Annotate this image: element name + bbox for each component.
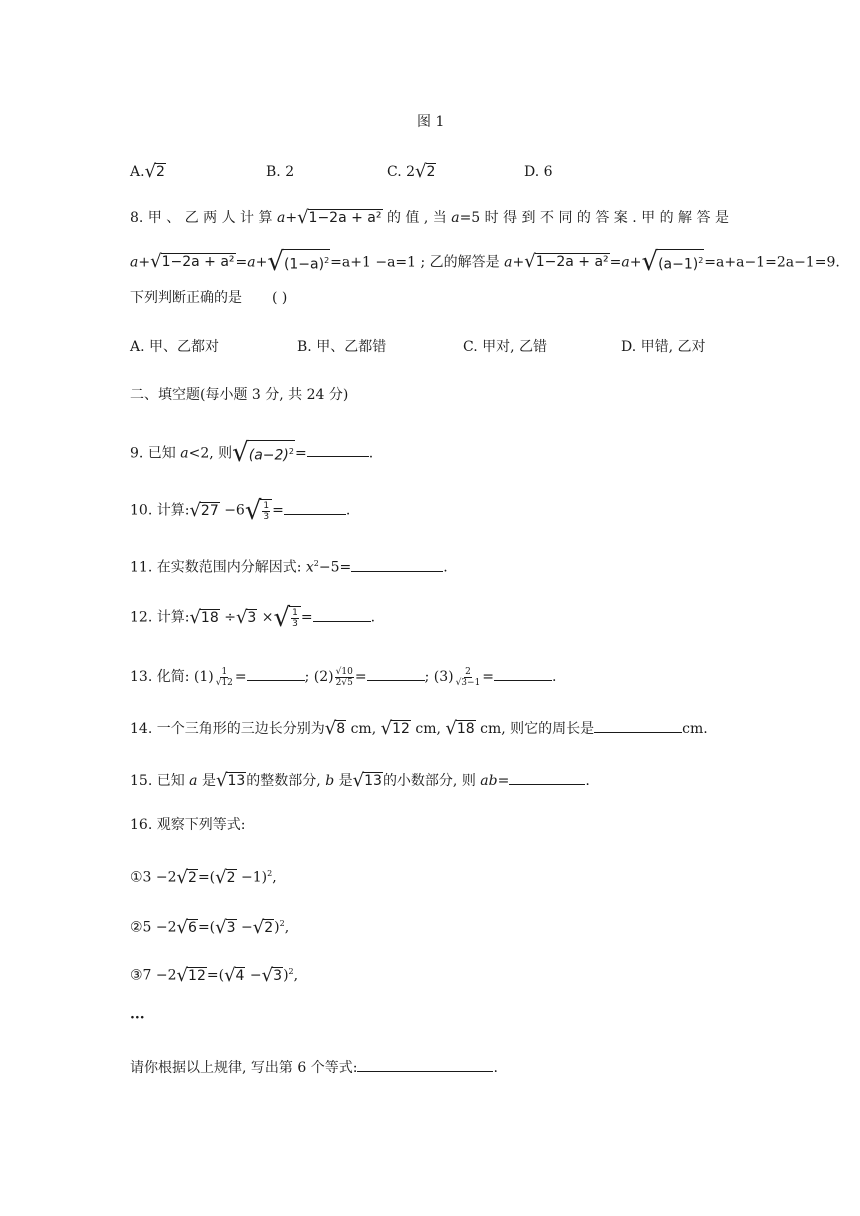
q16-title: 16. 观察下列等式: [130,817,246,833]
radical: √ $\frac{1}{3}$ [245,499,272,522]
answer-blank[interactable] [247,666,305,681]
section-heading: 二、填空题(每小题 3 分, 共 24 分) [130,387,349,403]
answer-paren: ( ) [272,290,288,306]
option-label: A. [130,164,145,180]
q15: 15. 已知 a 是√13的整数部分, b 是√13的小数部分, 则 ab= . [130,770,590,791]
q11: 11. 在实数范围内分解因式: $x^2-5=$ . [130,554,448,578]
q16-equation-2: ②5 $-2√6=(√3 -√2)^2$, [130,916,290,938]
radical: √13 [215,770,246,791]
radical: √1−2a + a² [297,207,382,228]
q16-question: 请你根据以上规律, 写出第 6 个等式: . [130,1057,498,1078]
q16-equation-1: ①3 $-2√2=(√2 -1)^2$, [130,866,277,888]
radical: √2 [215,866,236,888]
answer-blank[interactable] [367,666,425,681]
q8-option-d[interactable]: D. 甲错, 乙对 [621,339,706,355]
radical: $√(a-1)^2$ [641,247,704,278]
answer-blank[interactable] [594,718,682,733]
q7-option-c[interactable] [387,162,436,182]
q8-line1: 8. 甲 、 乙 两 人 计 算 a+√1−2a + a² 的 值 , 当 a=5 时 得 到 不 同 的 答 案 . 甲 的 解 答 是 [130,207,729,228]
answer-blank[interactable] [494,666,552,681]
radical: √4 [224,964,245,986]
radical: $√(a-2)^2$ [232,438,294,469]
radical: √18 [189,606,219,628]
radical: $√(1-a)^2$ [267,247,330,278]
radical: √8 [324,718,346,739]
radical: √3 [261,964,283,986]
q13: 13. 化简: (1) $\frac{1}{√12}$ = ; (2) $\frac{√10}{2√5}$ = ; (3) $\frac{2}{√3-1}$ = . [130,666,557,688]
answer-blank[interactable] [307,442,369,457]
radical: √1−2a + a² [524,251,609,273]
radical: √1−2a + a² [150,251,235,273]
radical: √2 [252,916,274,938]
answer-blank[interactable] [313,607,371,622]
figure-caption: 图 1 [417,114,445,130]
radical: √3 [235,606,257,628]
radical: √2 [176,866,197,888]
radical: √18 [445,718,475,739]
answer-blank[interactable] [509,770,585,785]
q8-option-b[interactable]: B. 甲、乙都错 [297,339,387,355]
answer-blank[interactable] [357,1057,493,1072]
radical: √27 [189,499,219,521]
q9: 9. 已知 a<2, 则$√(a-2)^2=$ . [130,438,374,469]
q12: 12. 计算:√18 ÷√3 ×√ $\frac{1}{3}$ = . [130,602,376,633]
q10: 10. 计算:√27 −6√ $\frac{1}{3}$ = . [130,495,351,526]
q8-line3: 下列判断正确的是 ( ) [130,290,288,306]
radical: √6 [176,916,197,938]
q7-option-a[interactable] [130,162,166,182]
ellipsis: ··· [130,1010,145,1026]
radical: √12 [380,718,410,739]
radical: √12 [176,964,206,986]
answer-blank[interactable] [351,557,443,572]
radical: √ $\frac{1}{3}$ [274,606,301,629]
q7-option-b[interactable]: B. 2 [266,164,295,180]
q7-option-d[interactable]: D. 6 [524,164,553,180]
radical: √3 [215,916,236,938]
option-label: C. 2 [387,164,416,180]
radical: √13 [352,770,382,791]
q8-option-a[interactable]: A. 甲、乙都对 [130,339,220,355]
radical: √2 [415,161,436,182]
answer-blank[interactable] [284,500,346,515]
q8-line2: $a+√1-2a + a^2=a+√(1-a)^2=a+1 -a=1$ ; 乙的解答是 $a+√1-2a + a^2=a+√(a-1)^2=a+a-1=2a-1=9$. [130,247,840,278]
q16-equation-3: ③7 $-2√12=(√4 -√3)^2$, [130,964,299,986]
radical: √2 [144,161,165,182]
q8-option-c[interactable]: C. 甲对, 乙错 [463,339,548,355]
q14: 14. 一个三角形的三边长分别为√8 cm, √12 cm, √18 cm, 则它的周长是 cm. [130,718,708,739]
